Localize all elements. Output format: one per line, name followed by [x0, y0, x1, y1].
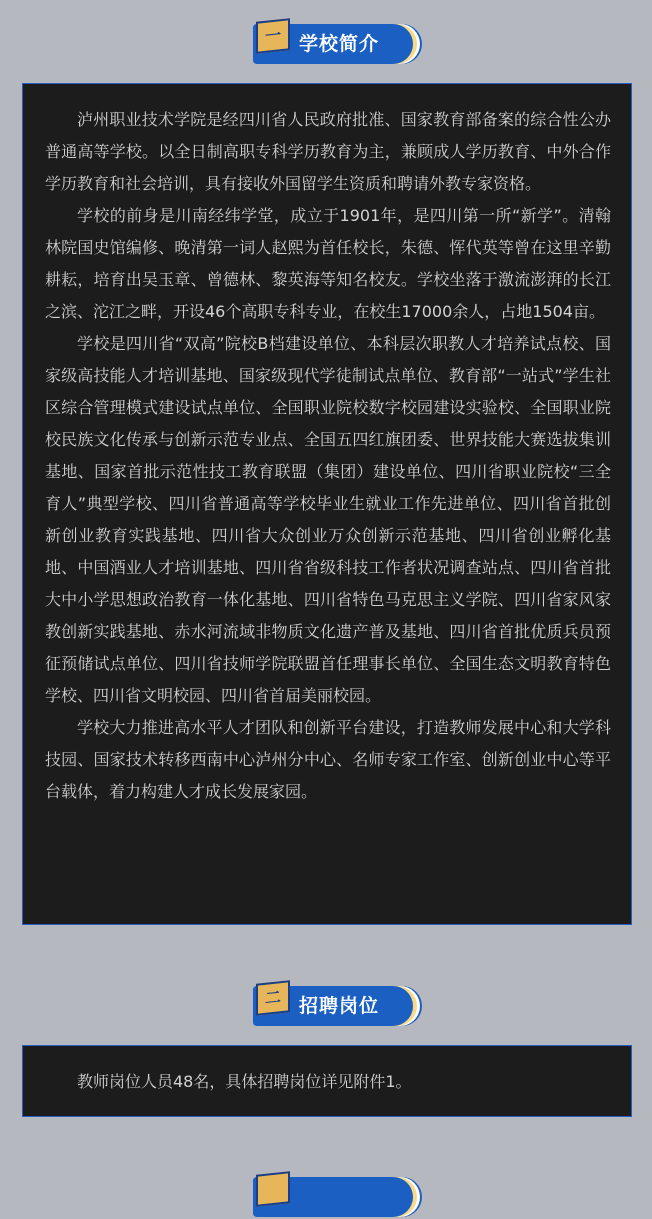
section-number-flag-icon: 二	[256, 980, 290, 1016]
intro-paragraph-4: 学校大力推进高水平人才团队和创新平台建设，打造教师发展中心和大学科技园、国家技术转移西南中心泸州分中心、名师专家工作室、创新创业中心等平台载体，着力构建人才成长发展家园。	[45, 718, 611, 801]
section-number-flag-icon: 一	[256, 18, 290, 54]
section-header-next-partial	[253, 1173, 423, 1219]
section-header-school-intro	[253, 20, 423, 66]
section-number-flag-icon	[256, 1171, 290, 1207]
intro-paragraph-3: 学校是四川省“双高”院校B档建设单位、本科层次职教人才培养试点校、国家级高技能人才培训基地、国家级现代学徒制试点单位、教育部“一站式”学生社区综合管理模式建设试点单位、全国职业院校数字校园建设实验校、全国职业院校民族文化传承与创新示范专业点、全国五四红旗团委、世界技能大赛选拔集训基地、国家首批示范性技工教育联盟（集团）建设单位、四川省职业院校“三全育人”典型学校、四川省普通高等学校毕业生就业工作先进单位、四川省首批创新创业教育实践基地、四川省大众创业万众创新示范基地、四川省创业孵化基地、中国酒业人才培训基地、四川省省级科技工作者状况调查站点、四川省首批大中小学思想政治教育一体化基地、四川省特色马克思主义学院、四川省家风家教创新实践基地、赤水河流域非物质文化遗产普及基地、四川省首批优质兵员预征预储试点单位、四川省技师学院联盟首任理事长单位、全国生态文明教育特色学校、四川省文明校园、四川省首届美丽校园。	[45, 334, 611, 705]
intro-paragraph-1: 泸州职业技术学院是经四川省人民政府批准、国家教育部备案的综合性公办普通高等学校。以全日制高职专科学历教育为主，兼顾成人学历教育、中外合作学历教育和社会培训，具有接收外国留学生资质和聘请外教专家资格。	[45, 110, 611, 193]
school-intro-panel	[22, 83, 632, 925]
positions-paragraph: 教师岗位人员48名，具体招聘岗位详见附件1。	[77, 1072, 412, 1091]
recruitment-positions-panel	[22, 1045, 632, 1117]
intro-paragraph-2: 学校的前身是川南经纬学堂，成立于1901年，是四川第一所“新学”。清翰林院国史馆编修、晚清第一词人赵熙为首任校长，朱德、恽代英等曾在这里辛勤耕耘，培育出吴玉章、曾德林、黎英海等知名校友。学校坐落于激流澎湃的长江之滨、沱江之畔，开设46个高职专科专业，在校生17000余人，占地1504亩。	[45, 206, 611, 321]
section-header-recruitment-positions	[253, 982, 423, 1028]
section-title: 招聘岗位	[299, 995, 380, 1017]
section-title: 学校简介	[299, 33, 380, 55]
